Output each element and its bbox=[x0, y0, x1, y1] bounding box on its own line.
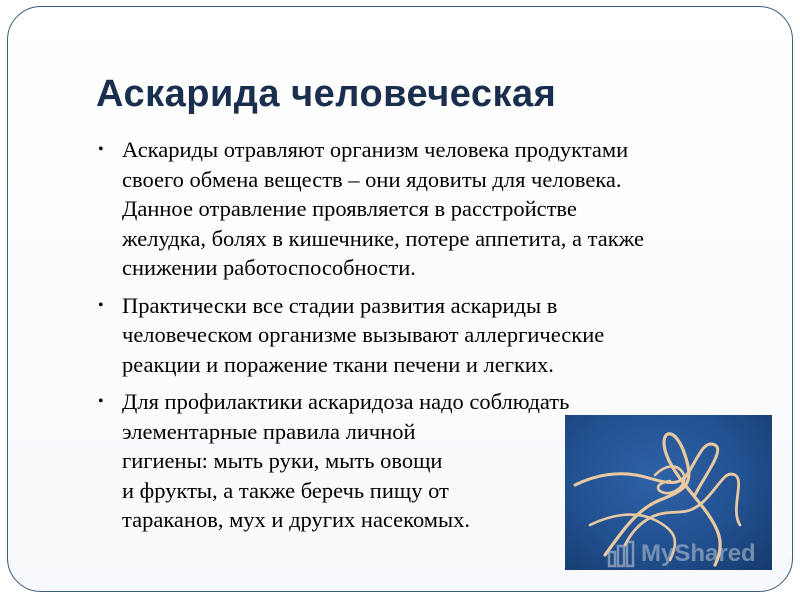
bullet-line: Практически все стадии развития аскариды в bbox=[122, 292, 558, 318]
bullet-line: гигиены: мыть руки, мыть овощи bbox=[122, 448, 443, 473]
bullet-line: Для профилактики аскаридоза надо соблюдать bbox=[122, 389, 570, 414]
bullet-dot-icon: • bbox=[98, 141, 104, 158]
bullet-line: человеческом организме вызывают аллергические bbox=[122, 322, 605, 347]
watermark-text: MyShared bbox=[641, 540, 756, 567]
bullet-line: своего обмена веществ – они ядовиты для человека. bbox=[122, 166, 622, 192]
bullet-line: и фрукты, а также беречь пищу от bbox=[122, 477, 449, 503]
bullet-line: реакции и поражение ткани печени и легких. bbox=[122, 351, 554, 377]
bullet-line: тараканов, мух и других насекомых. bbox=[122, 507, 471, 532]
bullet-line: Аскариды отравляют организм человека продуктами bbox=[122, 137, 629, 162]
slide-title: Аскарида человеческая bbox=[96, 73, 557, 115]
bullet-dot-icon: • bbox=[98, 393, 104, 410]
worm-shape bbox=[575, 444, 718, 495]
bullet-item bbox=[96, 291, 756, 380]
watermark bbox=[607, 538, 756, 570]
bullet-line: элементарные правила личной bbox=[122, 418, 416, 444]
bullet-line: снижении работоспособности. bbox=[122, 255, 416, 280]
chart-bars-icon bbox=[607, 540, 637, 568]
bullet-item bbox=[96, 135, 756, 283]
bullet-line: Данное отравление проявляется в расстройстве bbox=[122, 196, 577, 221]
bullet-dot-icon: • bbox=[98, 296, 104, 314]
bullet-line: желудка, болях в кишечнике, потере аппетита, а также bbox=[122, 225, 644, 251]
